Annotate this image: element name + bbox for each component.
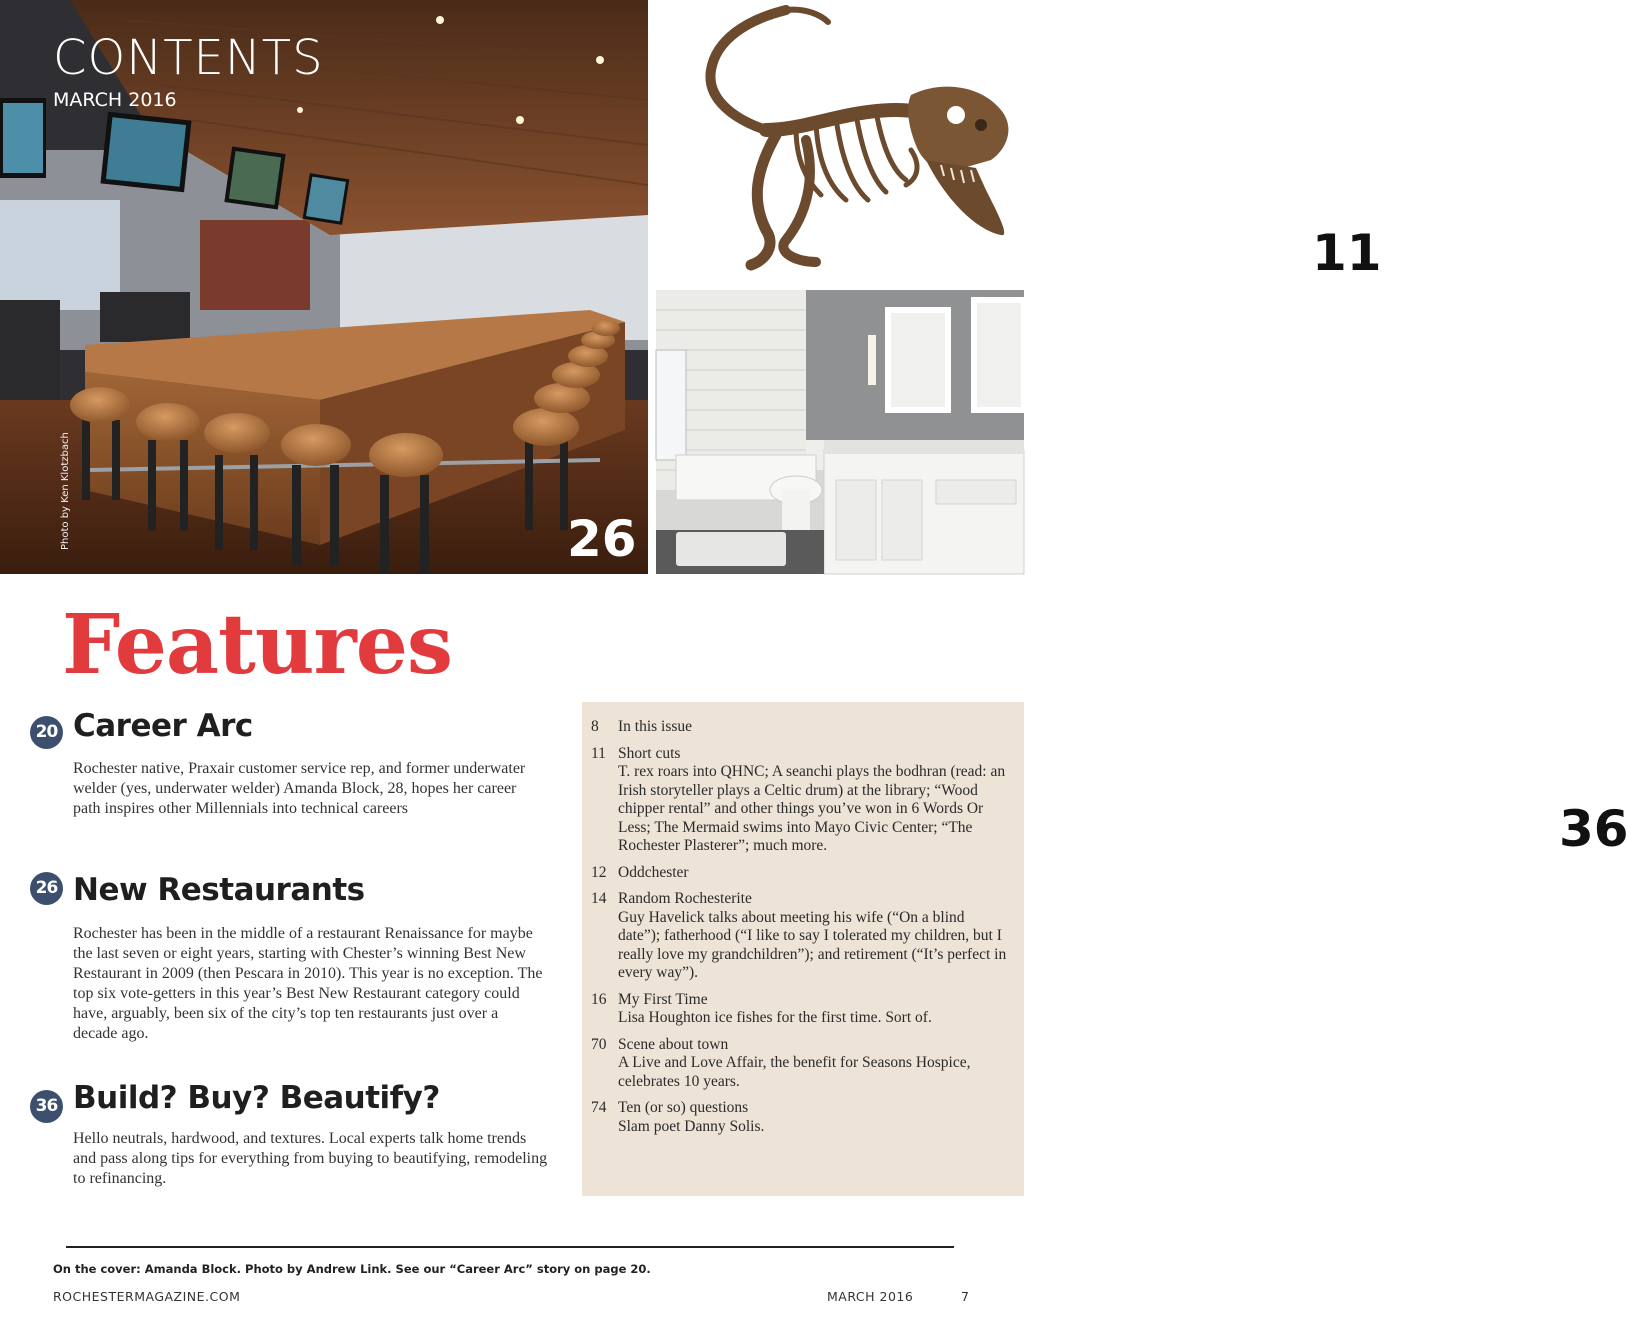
department-page: 14 [591, 890, 607, 907]
footer-date: MARCH 2016 [827, 1289, 914, 1304]
department-item[interactable] [591, 864, 1010, 883]
page-number-badge: 26 [30, 872, 63, 905]
department-page: 70 [591, 1035, 607, 1053]
department-text [618, 745, 1010, 856]
footer-page-number: 7 [961, 1289, 969, 1304]
department-text [618, 890, 1010, 983]
footer-divider [66, 1246, 954, 1248]
feature-description: Rochester native, Praxair customer service rep, and former underwater welder (yes, underwater welder) Amanda Block, 28, hopes her career path inspires other Millennials into technical careers [73, 760, 526, 817]
department-title[interactable]: Oddchester [618, 863, 689, 881]
photo-page-number[interactable]: 26 [567, 510, 637, 568]
restaurant-bar-illustration [0, 0, 648, 574]
department-page: 74 [591, 1099, 607, 1116]
department-text [618, 718, 1010, 737]
departments-list [582, 702, 1024, 1196]
department-description: Guy Havelick talks about meeting his wife (“On a blind date”); fatherhood (“I like to say I tolerated my children, but I really love my grandchildren”); and retirement (“It’s perfect in every way”). [618, 908, 1007, 981]
department-description: Slam poet Danny Solis. [618, 1117, 765, 1135]
department-item[interactable] [591, 991, 1010, 1028]
department-text [618, 991, 1010, 1028]
department-title[interactable]: In this issue [618, 718, 693, 735]
department-page: 16 [591, 990, 607, 1008]
department-description: T. rex roars into QHNC; A seanchi plays the bodhran (read: an Irish storyteller plays a Celtic drum) at the library; “Wood chipper rental” and other things you’ve won in 6 Words Or Less; The Mermaid swims into Mayo Civic Center; “The Rochester Plasterer”; much more. [618, 763, 1006, 854]
department-title[interactable]: My First Time [618, 990, 708, 1008]
department-page: 8 [591, 718, 599, 735]
department-page: 12 [591, 863, 607, 881]
department-item[interactable] [591, 1036, 1010, 1092]
department-text [618, 864, 1010, 883]
department-page: 11 [591, 744, 606, 762]
trex-skeleton-photo [656, 0, 1382, 284]
page-number-badge: 20 [30, 716, 63, 749]
department-text [618, 1099, 1010, 1136]
feature-title[interactable]: Career Arc [73, 708, 253, 744]
department-item[interactable] [591, 718, 1010, 737]
department-text [618, 1036, 1010, 1092]
issue-date: MARCH 2016 [53, 89, 177, 111]
feature-title[interactable]: Build? Buy? Beautify? [73, 1080, 440, 1116]
department-description: A Live and Love Affair, the benefit for Seasons Hospice, celebrates 10 years. [618, 1054, 971, 1090]
department-title[interactable]: Ten (or so) questions [618, 1099, 749, 1116]
restaurant-bar-photo [0, 0, 648, 574]
contents-title: CONTENTS [53, 30, 324, 86]
photo-page-number[interactable]: 36 [1559, 800, 1629, 858]
footer-website[interactable]: ROCHESTERMAGAZINE.COM [53, 1289, 241, 1304]
department-title[interactable]: Scene about town [618, 1035, 729, 1053]
cover-note: On the cover: Amanda Block. Photo by Andrew Link. See our “Career Arc” story on page 20. [53, 1262, 651, 1276]
bathroom-illustration [656, 290, 1024, 574]
department-item[interactable] [591, 1099, 1010, 1136]
department-item[interactable] [591, 890, 1010, 983]
feature-description: Rochester has been in the middle of a restaurant Renaissance for maybe the last seven or eight years, starting with Chester’s winning Best New Restaurant in 2009 (then Pescara in 2010). This year is no exception. The top six vote-getters in this year’s Best New Restaurant category could have, arguably, been six of the city’s top ten restaurants just over a decade ago. [73, 925, 543, 1042]
features-heading: Features [62, 597, 453, 693]
feature-description: Hello neutrals, hardwood, and textures. Local experts talk home trends and pass along tips for everything from buying to beautifying, remodeling to refinancing. [73, 1130, 548, 1187]
department-title[interactable]: Random Rochesterite [618, 890, 752, 907]
page-number-badge: 36 [30, 1090, 63, 1123]
department-item[interactable] [591, 745, 1010, 856]
photo-page-number[interactable]: 11 [1312, 224, 1382, 282]
feature-title[interactable]: New Restaurants [73, 872, 365, 908]
department-description: Lisa Houghton ice fishes for the first time. Sort of. [618, 1009, 932, 1026]
department-title[interactable]: Short cuts [618, 744, 681, 762]
trex-skeleton-illustration [656, 0, 1024, 284]
photo-credit: Photo by Ken Klotzbach [60, 432, 71, 550]
